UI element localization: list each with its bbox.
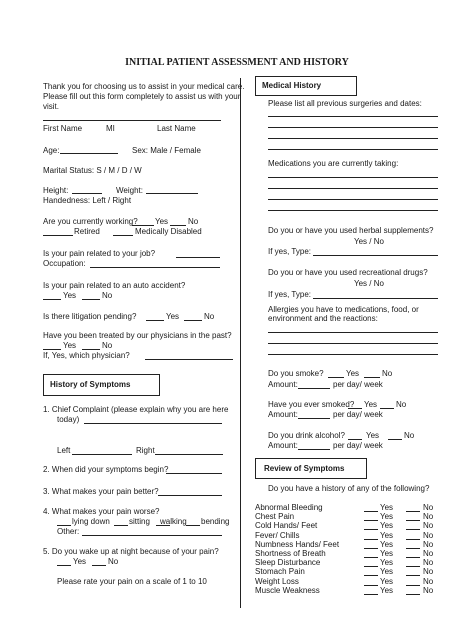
smoke-no-label: No xyxy=(382,369,393,378)
height-label: Height: xyxy=(43,186,69,195)
ever-smoked-question: Have you ever smoked? xyxy=(268,400,355,409)
symptom-yes-blank[interactable] xyxy=(364,566,378,567)
surgeries-line-3[interactable] xyxy=(268,138,438,139)
symptom-yes-blank[interactable] xyxy=(364,594,378,595)
history-of-symptoms-heading: History of Symptoms xyxy=(50,380,131,389)
symptom-yes-label: Yes xyxy=(380,586,394,595)
height-field[interactable] xyxy=(72,193,102,194)
symptoms-begin-field[interactable] xyxy=(166,473,222,474)
smoke-yes-label: Yes xyxy=(346,369,360,378)
symptom-no-label: No xyxy=(423,586,434,595)
medications-line-1[interactable] xyxy=(268,177,438,178)
allergies-label-2: environment and the reactions: xyxy=(268,314,378,323)
handedness-options[interactable]: Handedness: Left / Right xyxy=(43,196,132,205)
sitting-blank[interactable] xyxy=(114,525,128,526)
symptom-yes-label: Yes xyxy=(380,577,394,586)
alcohol-yes-blank[interactable] xyxy=(348,439,362,440)
age-field[interactable] xyxy=(60,153,118,154)
symptom-no-label: No xyxy=(423,531,434,540)
pain-better-question: 3. What makes your pain better? xyxy=(43,487,159,496)
allergies-label-1: Allergies you have to medications, food, or xyxy=(268,305,419,314)
symptom-no-label: No xyxy=(423,521,434,530)
medications-line-2[interactable] xyxy=(268,188,438,189)
symptom-yes-blank[interactable] xyxy=(364,575,378,576)
symptom-no-blank[interactable] xyxy=(406,539,420,540)
treated-yes-label: Yes xyxy=(63,341,77,350)
right-field[interactable] xyxy=(155,454,223,455)
auto-no-label: No xyxy=(102,291,113,300)
wake-no-blank[interactable] xyxy=(92,565,106,566)
ever-smoked-yes-blank[interactable] xyxy=(348,408,362,409)
symptom-yes-label: Yes xyxy=(380,512,394,521)
job-question: Is your pain related to your job? xyxy=(43,249,156,258)
auto-yes-label: Yes xyxy=(63,291,77,300)
pain-better-field[interactable] xyxy=(158,495,222,496)
retired-blank[interactable] xyxy=(43,235,73,236)
left-label: Left xyxy=(57,446,71,455)
symptoms-begin-question: 2. When did your symptoms begin? xyxy=(43,465,169,474)
name-field[interactable] xyxy=(43,120,221,121)
ever-smoked-amount-label: Amount: xyxy=(268,410,298,419)
last-name-label: Last Name xyxy=(157,124,196,133)
symptom-yes-blank[interactable] xyxy=(364,585,378,586)
recreational-question: Do you or have you used recreational drugs? xyxy=(268,268,428,277)
symptom-no-label: No xyxy=(423,549,434,558)
occupation-label: Occupation: xyxy=(43,259,86,268)
surgeries-label: Please list all previous surgeries and dates: xyxy=(268,99,422,108)
herbal-type-label: If yes, Type: xyxy=(268,247,311,256)
ever-smoked-no-blank[interactable] xyxy=(380,408,394,409)
symptom-no-label: No xyxy=(423,512,434,521)
sex-options[interactable]: Sex: Male / Female xyxy=(132,146,201,155)
smoke-question: Do you smoke? xyxy=(268,369,324,378)
bending-blank[interactable] xyxy=(186,525,200,526)
symptom-no-blank[interactable] xyxy=(406,557,420,558)
surgeries-line-1[interactable] xyxy=(268,116,438,117)
pain-worse-question: 4. What makes your pain worse? xyxy=(43,507,160,516)
alcohol-question: Do you drink alcohol? xyxy=(268,431,345,440)
surgeries-line-2[interactable] xyxy=(268,127,438,128)
symptom-yes-blank[interactable] xyxy=(364,539,378,540)
ever-smoked-per-day-week: per day/ week xyxy=(333,410,383,419)
symptom-label: Muscle Weakness xyxy=(255,586,320,595)
symptom-no-blank[interactable] xyxy=(406,594,420,595)
symptom-no-blank[interactable] xyxy=(406,511,420,512)
column-divider xyxy=(240,78,241,608)
treated-no-label: No xyxy=(102,341,113,350)
treated-question: Have you been treated by our physicians in the past? xyxy=(43,331,232,340)
alcohol-no-label: No xyxy=(404,431,415,440)
smoke-no-blank[interactable] xyxy=(364,377,380,378)
chief-complaint-today: today) xyxy=(57,415,80,424)
symptom-no-blank[interactable] xyxy=(406,529,420,530)
allergies-line-2[interactable] xyxy=(268,343,438,344)
symptom-yes-label: Yes xyxy=(380,540,394,549)
symptom-label: Shortness of Breath xyxy=(255,549,326,558)
medications-line-4[interactable] xyxy=(268,210,438,211)
retired-label: Retired xyxy=(74,227,100,236)
symptom-label: Weight Loss xyxy=(255,577,299,586)
smoke-per-day-week: per day/ week xyxy=(333,380,383,389)
lying-down-label: lying down xyxy=(72,517,110,526)
litigation-no-label: No xyxy=(204,312,215,321)
symptom-label: Fever/ Chills xyxy=(255,531,300,540)
symptom-no-blank[interactable] xyxy=(406,575,420,576)
working-yes-label: Yes xyxy=(155,217,169,226)
intro-text-line-2: Please fill out this form completely to assist us with your xyxy=(43,92,241,101)
auto-yes-blank[interactable] xyxy=(43,299,61,300)
smoke-amount-label: Amount: xyxy=(268,380,298,389)
disabled-label: Medically Disabled xyxy=(135,227,202,236)
symptom-no-label: No xyxy=(423,540,434,549)
alcohol-no-blank[interactable] xyxy=(388,439,402,440)
other-field[interactable] xyxy=(82,535,222,536)
symptom-label: Sleep Disturbance xyxy=(255,558,321,567)
symptom-yes-label: Yes xyxy=(380,558,394,567)
symptom-no-label: No xyxy=(423,503,434,512)
recreational-type-field[interactable] xyxy=(313,298,438,299)
symptom-label: Cold Hands/ Feet xyxy=(255,521,318,530)
form-title: INITIAL PATIENT ASSESSMENT AND HISTORY xyxy=(125,57,349,68)
recreational-type-label: If yes, Type: xyxy=(268,290,311,299)
working-yes-blank[interactable] xyxy=(132,225,154,226)
medications-line-3[interactable] xyxy=(268,199,438,200)
herbal-question: Do you or have you used herbal supplements? xyxy=(268,226,434,235)
which-physician-label: If, Yes, which physician? xyxy=(43,351,130,360)
alcohol-amount-field[interactable] xyxy=(298,449,330,450)
disabled-blank[interactable] xyxy=(113,235,133,236)
herbal-yes-no[interactable]: Yes / No xyxy=(354,237,384,246)
smoke-yes-blank[interactable] xyxy=(328,377,344,378)
marital-status-options[interactable]: Marital Status: S / M / D / W xyxy=(43,166,142,175)
smoke-amount-field[interactable] xyxy=(298,388,330,389)
symptom-yes-blank[interactable] xyxy=(364,548,378,549)
allergies-line-1[interactable] xyxy=(268,332,438,333)
treated-yes-blank[interactable] xyxy=(43,349,61,350)
auto-accident-question: Is your pain related to an auto accident? xyxy=(43,281,186,290)
symptom-no-label: No xyxy=(423,558,434,567)
symptom-yes-blank[interactable] xyxy=(364,520,378,521)
right-label: Right xyxy=(136,446,155,455)
working-no-label: No xyxy=(188,217,199,226)
age-label: Age: xyxy=(43,146,60,155)
symptom-yes-blank[interactable] xyxy=(364,529,378,530)
intro-text-line-1: Thank you for choosing us to assist in your medical care. xyxy=(43,82,245,91)
symptom-yes-blank[interactable] xyxy=(364,557,378,558)
occupation-field[interactable] xyxy=(90,267,220,268)
ever-smoked-amount-field[interactable] xyxy=(298,418,330,419)
ever-smoked-no-label: No xyxy=(396,400,407,409)
symptom-yes-blank[interactable] xyxy=(364,511,378,512)
bending-label: bending xyxy=(201,517,230,526)
chief-complaint-field[interactable] xyxy=(84,423,222,424)
alcohol-per-day-week: per day/ week xyxy=(333,441,383,450)
working-no-blank[interactable] xyxy=(170,225,186,226)
symptom-no-label: No xyxy=(423,567,434,576)
symptom-no-blank[interactable] xyxy=(406,520,420,521)
which-physician-field[interactable] xyxy=(145,359,233,360)
alcohol-yes-label: Yes xyxy=(366,431,380,440)
job-answer-field[interactable] xyxy=(176,257,220,258)
wake-up-question: 5. Do you wake up at night because of your pain? xyxy=(43,547,219,556)
herbal-type-field[interactable] xyxy=(313,255,438,256)
other-label: Other: xyxy=(57,527,80,536)
history-of-following-question: Do you have a history of any of the following? xyxy=(268,484,430,493)
symptom-yes-label: Yes xyxy=(380,549,394,558)
ever-smoked-yes-label: Yes xyxy=(364,400,378,409)
symptom-yes-label: Yes xyxy=(380,567,394,576)
wake-yes-blank[interactable] xyxy=(57,565,71,566)
mi-label: MI xyxy=(106,124,115,133)
symptom-yes-label: Yes xyxy=(380,531,394,540)
symptom-label: Numbness Hands/ Feet xyxy=(255,540,340,549)
symptom-label: Chest Pain xyxy=(255,512,295,521)
symptom-yes-label: Yes xyxy=(380,503,394,512)
lying-down-blank[interactable] xyxy=(57,525,71,526)
sitting-label: sitting xyxy=(129,517,150,526)
surgeries-line-4[interactable] xyxy=(268,149,438,150)
left-field[interactable] xyxy=(72,454,132,455)
litigation-question: Is there litigation pending? xyxy=(43,312,137,321)
weight-label: Weight: xyxy=(116,186,143,195)
allergies-line-3[interactable] xyxy=(268,354,438,355)
symptom-no-blank[interactable] xyxy=(406,585,420,586)
wake-no-label: No xyxy=(108,557,119,566)
wake-yes-label: Yes xyxy=(73,557,87,566)
symptom-yes-label: Yes xyxy=(380,521,394,530)
medical-history-heading: Medical History xyxy=(262,81,322,90)
auto-no-blank[interactable] xyxy=(82,299,100,300)
pain-scale-question: Please rate your pain on a scale of 1 to 10 xyxy=(57,577,207,586)
recreational-yes-no[interactable]: Yes / No xyxy=(354,279,384,288)
first-name-label: First Name xyxy=(43,124,83,133)
symptom-no-label: No xyxy=(423,577,434,586)
walking-label: walking xyxy=(160,517,187,526)
symptom-label: Stomach Pain xyxy=(255,567,305,576)
symptom-no-blank[interactable] xyxy=(406,566,420,567)
alcohol-amount-label: Amount: xyxy=(268,441,298,450)
treated-no-blank[interactable] xyxy=(82,349,100,350)
litigation-yes-blank[interactable] xyxy=(146,320,164,321)
intro-text-line-3: visit. xyxy=(43,102,59,111)
litigation-yes-label: Yes xyxy=(166,312,180,321)
litigation-no-blank[interactable] xyxy=(184,320,202,321)
medications-label: Medications you are currently taking: xyxy=(268,159,399,168)
weight-field[interactable] xyxy=(146,193,198,194)
symptom-no-blank[interactable] xyxy=(406,548,420,549)
chief-complaint-question: 1. Chief Complaint (please explain why you are here xyxy=(43,405,229,414)
review-of-symptoms-heading: Review of Symptoms xyxy=(264,464,345,473)
symptom-label: Abnormal Bleeding xyxy=(255,503,323,512)
working-question: Are you currently working? xyxy=(43,217,138,226)
